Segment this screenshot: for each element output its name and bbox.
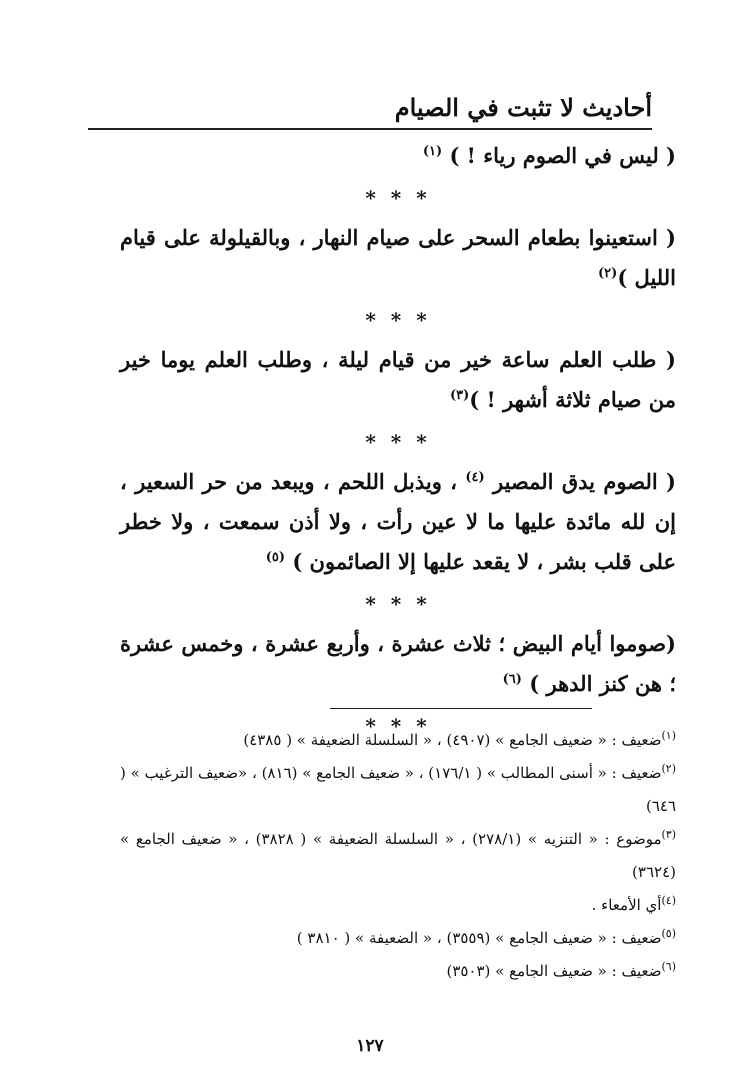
footnote-text: ضعيف : « ضعيف الجامع » (٤٩٠٧) ، « السلسلة الضعيفة » ( ٤٣٨٥) <box>243 731 662 749</box>
separator: * * * <box>365 430 431 454</box>
footnotes <box>120 724 676 988</box>
footnote-text: موضوع : « التنزيه » (٢٧٨/١) ، « السلسلة الضعيفة » ( ٣٨٢٨) ، « ضعيف الجامع » (٣٦٢٤) <box>120 830 676 881</box>
separator: * * * <box>365 186 431 210</box>
separator: * * * <box>365 592 431 616</box>
separator: * * * <box>365 308 431 332</box>
hadith-5 <box>120 624 676 704</box>
footnote <box>120 823 676 889</box>
running-head <box>88 92 652 130</box>
footnote-number: (٢) <box>661 762 676 775</box>
hadith-text: ( الصوم يدق المصير <box>493 469 676 494</box>
hadith-text: ( طلب العلم ساعة خير من قيام ليلة ، وطلب العلم يوما خير من صيام ثلاثة أشهر ! ) <box>120 347 676 412</box>
footnote-marker: (٦) <box>502 672 522 687</box>
hadith-text: (صوموا أيام البيض ؛ ثلاث عشرة ، وأربع عشرة ، وخمس عشرة ؛ هن كنز الدهر ) <box>120 631 676 696</box>
footnote <box>120 889 676 922</box>
hadith-text: ( استعينوا بطعام السحر على صيام النهار ، وبالقيلولة على قيام الليل ) <box>120 225 676 290</box>
footnote-number: (٤) <box>661 894 676 907</box>
footnote-number: (١) <box>661 729 676 742</box>
footnote <box>120 955 676 988</box>
hadith-text: ( ليس في الصوم رياء ! ) <box>449 143 676 168</box>
hadith-3 <box>120 340 676 420</box>
hadith-text: ، ويذبل اللحم ، ويبعد من حر السعير ، إن لله مائدة عليها ما لا عين رأت ، ولا أذن سمعت ، ولا خطر على قلب بشر ، لا يقعد عليها إلا الصائمون ) <box>120 469 676 574</box>
page-number: ١٢٧ <box>356 1036 384 1056</box>
main-text <box>120 136 676 746</box>
footnote-marker: (٢) <box>598 266 618 281</box>
footnote-text: ضعيف : « ضعيف الجامع » (٣٥٥٩) ، « الضعيفة » ( ٣٨١٠ ) <box>296 929 662 947</box>
footnote <box>120 724 676 757</box>
footnote <box>120 757 676 823</box>
footnote-marker: (٥) <box>265 550 285 565</box>
hadith-1 <box>120 136 676 176</box>
footnote-number: (٦) <box>661 960 676 973</box>
footnote-text: ضعيف : « أسنى المطالب » ( ١٧٦/١) ، « ضعيف الجامع » (٨١٦) ، «ضعيف الترغيب » ( ٦٤٦) <box>120 764 676 815</box>
separator: * * * <box>365 714 431 738</box>
footnote-text: ضعيف : « ضعيف الجامع » (٣٥٠٣) <box>446 962 662 980</box>
hadith-2 <box>120 218 676 298</box>
footnote <box>120 922 676 955</box>
hadith-4 <box>120 462 676 582</box>
footnote-marker: (١) <box>422 144 443 159</box>
footnote-divider <box>330 708 592 709</box>
footnote-text: أي الأمعاء . <box>591 896 662 914</box>
footnote-number: (٥) <box>661 927 676 940</box>
page-title: أحاديث لا تثبت في الصيام <box>394 93 652 122</box>
footnote-marker: (٤) <box>465 470 485 485</box>
footnote-marker: (٣) <box>450 388 470 403</box>
footnote-number: (٣) <box>661 828 677 841</box>
